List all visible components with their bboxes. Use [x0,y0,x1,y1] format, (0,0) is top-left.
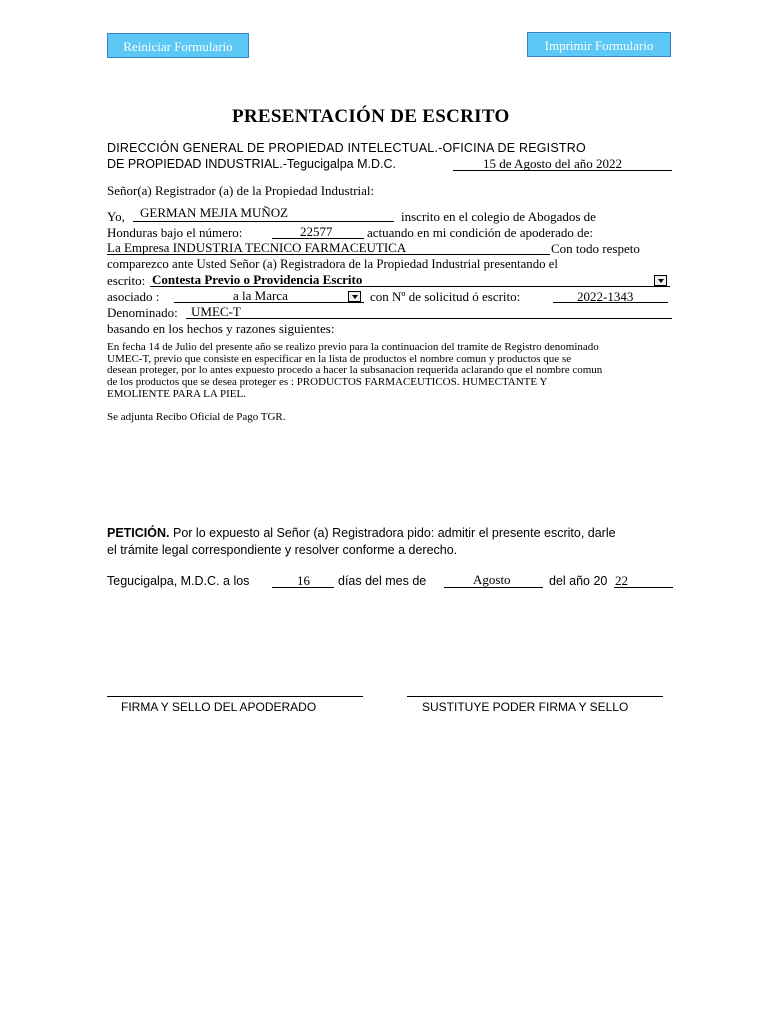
actuando-text: actuando en mi condición de apoderado de: [367,225,593,240]
dias-del-mes-text: días del mes de [338,574,427,588]
con-respeto-text: Con todo respeto [551,241,640,256]
firma-apoderado-label: FIRMA Y SELLO DEL APODERADO [121,700,317,714]
greeting: Señor(a) Registrador (a) de la Propiedad Industrial: [107,183,375,198]
empresa-field[interactable]: La Empresa INDUSTRIA TECNICO FARMACEUTICA [107,240,407,255]
peticion-text: Por lo expuesto al Señor (a) Registradora pido: admitir el presente escrito, darle [169,526,616,540]
numero-field[interactable]: 22577 [300,224,333,239]
peticion-label: PETICIÓN. [107,526,170,540]
solicitud-field[interactable]: 2022-1343 [577,289,634,304]
solicitud-label: con Nº de solicitud ó escrito: [370,289,521,304]
print-form-button[interactable]: Imprimir Formulario [527,32,671,57]
asociado-label: asociado : [107,289,160,304]
del-ano-text: del año 20 [549,574,608,588]
adjunta-line[interactable]: Se adjunta Recibo Oficial de Pago TGR. [107,411,286,423]
peticion-paragraph [107,526,616,540]
asociado-select[interactable]: a la Marca [233,288,288,303]
peticion-line-2: el trámite legal correspondiente y resolver conforme a derecho. [107,543,458,557]
ano-field[interactable]: 22 [615,573,628,588]
name-field[interactable]: GERMAN MEJIA MUÑOZ [140,205,289,220]
body-line-4[interactable]: de los productos que se desea proteger es : PRODUCTOS FARMACEUTICOS. HUMECTANTE Y [107,376,548,388]
escrito-select[interactable]: Contesta Previo o Providencia Escrito [152,272,363,287]
header-line-2: DE PROPIEDAD INDUSTRIAL.-Tegucigalpa M.D.C. [107,157,396,171]
denominado-field[interactable]: UMEC-T [191,304,241,319]
mes-field[interactable]: Agosto [473,572,511,587]
escrito-label: escrito: [107,273,146,288]
header-line-1: DIRECCIÓN GENERAL DE PROPIEDAD INTELECTUAL.-OFICINA DE REGISTRO [107,141,586,155]
page-title: PRESENTACIÓN DE ESCRITO [232,106,510,127]
body-line-2[interactable]: UMEC-T, previo que consiste en especificar en la lista de productos el nombre comun y productos que se [107,353,572,365]
comparezco-text: comparezco ante Usted Señor (a) Registradora de la Propiedad Industrial presentando el [107,257,558,271]
reset-form-button[interactable]: Reiniciar Formulario [107,33,249,58]
body-line-5[interactable]: EMOLIENTE PARA LA PIEL. [107,388,246,400]
asociado-dropdown-icon[interactable] [348,291,361,302]
dia-field[interactable]: 16 [297,573,310,588]
honduras-text: Honduras bajo el número: [107,225,243,240]
escrito-dropdown-icon[interactable] [654,275,667,286]
basando-text: basando en los hechos y razones siguientes: [107,321,335,336]
body-line-3[interactable]: desean proteger, por lo antes expuesto procedo a hacer la subsanacion requerida aclarando que el nombre comun [107,364,603,376]
sustituye-poder-label: SUSTITUYE PODER FIRMA Y SELLO [422,700,629,714]
body-line-1[interactable]: En fecha 14 de Julio del presente año se realizo previo para la continuacion del tramite de Registro denominado [107,341,599,353]
lugar-text: Tegucigalpa, M.D.C. a los [107,574,250,588]
yo-label: Yo, [107,209,125,224]
denominado-label: Denominado: [107,305,178,320]
inscrito-text: inscrito en el colegio de Abogados de [401,209,596,224]
date-field[interactable]: 15 de Agosto del año 2022 [483,156,623,171]
